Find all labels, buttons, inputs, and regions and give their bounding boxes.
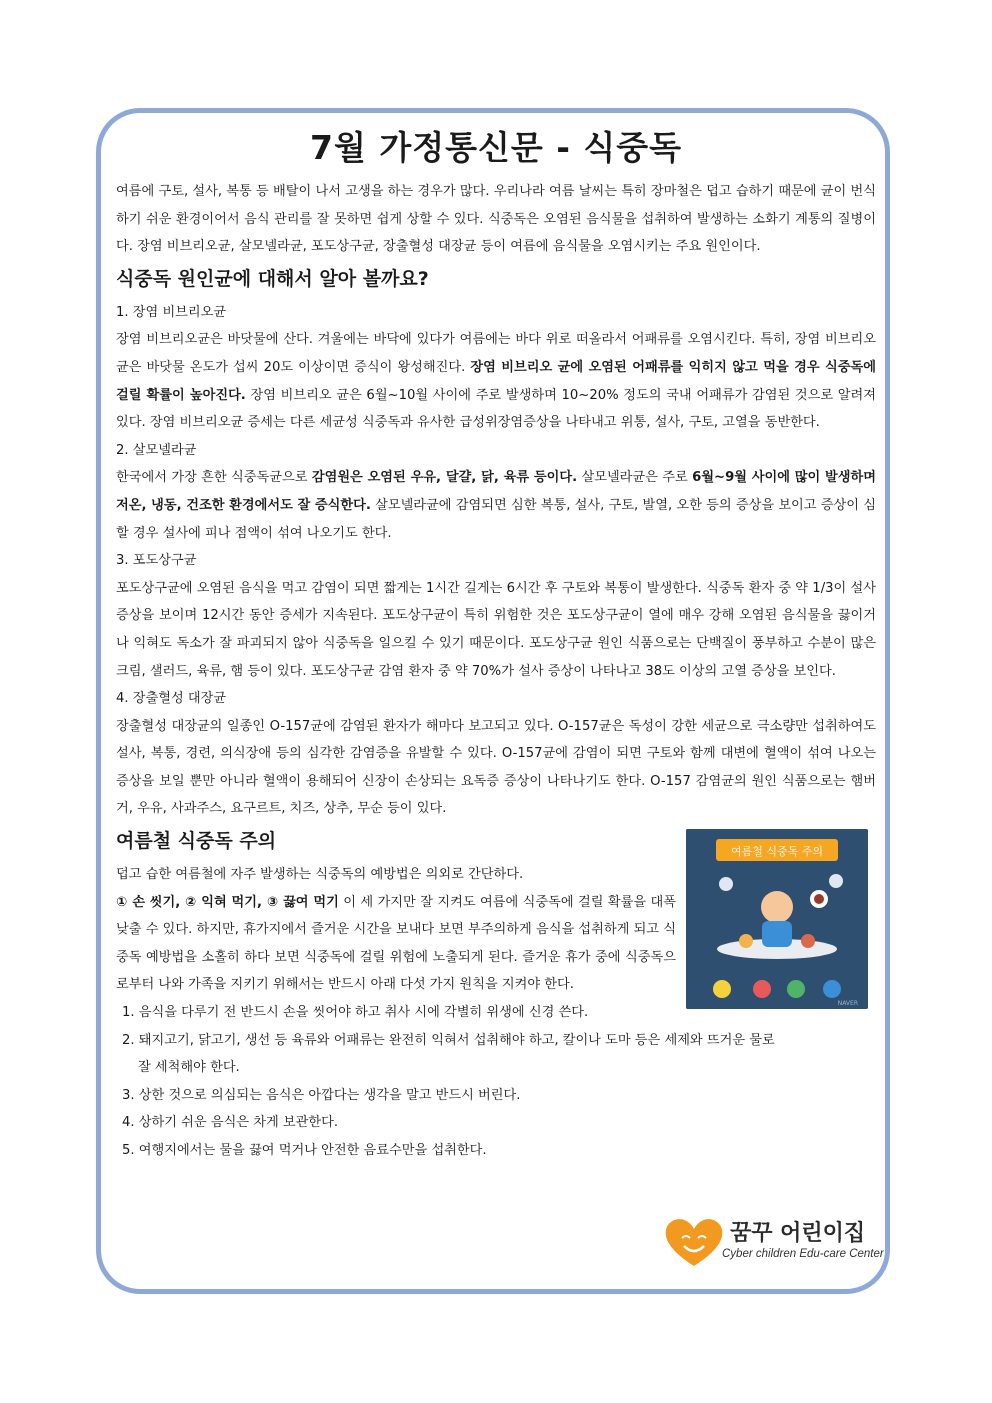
cause-title: 3. 포도상구균 bbox=[116, 553, 197, 569]
cause-title: 4. 장출혈성 대장균 bbox=[116, 691, 227, 707]
daycare-logo bbox=[662, 1210, 884, 1274]
rule-item: 4. 상하기 쉬운 음식은 차게 보관한다. bbox=[122, 1115, 339, 1131]
cause-text-part: 살모넬라균은 주로 bbox=[577, 470, 693, 486]
summer-paragraph bbox=[116, 889, 676, 999]
cause-text bbox=[116, 464, 876, 547]
summer-text bbox=[116, 827, 676, 999]
cause-text: 장출혈성 대장균의 일종인 O-157균에 감염된 환자가 해마다 보고되고 있다. O-157균은 독성이 강한 세균으로 극소량만 섭취하여도 설사, 복통, 경련, 의식장애 등의 심각한 감염증을 유발할 수 있다. O-157균에 감염이 되면 구토와 함께 대변에 혈액이 섞여 나오는 증상을 보일 뿐만 아니라 혈액이 용해되어 신장이 손상되는 요독증 증상이 나타나기도 한다. O-157 감염균의 원인 식품으로는 햄버거, 우유, 사과주스, 요구르트, 치즈, 상추, 무순 등이 있다. bbox=[116, 718, 876, 817]
prevention-keywords: ① 손 씻기, ② 익혀 먹기, ③ 끓여 먹기 bbox=[116, 894, 339, 910]
hand-wash-icon bbox=[713, 980, 731, 998]
cause-item bbox=[116, 299, 876, 437]
cause-title: 1. 장염 비브리오균 bbox=[116, 304, 227, 320]
store-icon bbox=[823, 980, 841, 998]
cause-text-part: 장염 비브리오 균은 6월~10월 사이에 주로 발생하며 10~20% 정도의 국내 어패류가 감염된 것으로 알려져 있다. 장염 비브리오균 증세는 다른 세균성 식중독과 유사한 급성위장염증상을 나타내고 위통, 설사, 구토, 고열을 동반한다. bbox=[116, 387, 876, 431]
section-heading-causes: 식중독 원인균에 대해서 알아 볼까요? bbox=[116, 267, 429, 290]
logo-subtitle: Cyber children Edu-care Center bbox=[722, 1248, 884, 1260]
cause-item bbox=[116, 547, 876, 685]
cause-text-emphasis: 6월~9월 사이에 많이 발생하며 저온, 냉동, 건조한 환경에서도 잘 증식한다. bbox=[116, 470, 876, 513]
heart-logo-icon bbox=[662, 1214, 726, 1270]
child-face-icon bbox=[761, 891, 793, 923]
cause-text-emphasis: 장염 비브리오 균에 오염된 어패류를 익히지 않고 먹을 경우 식중독에 걸릴 확률이 높아진다. bbox=[116, 359, 877, 403]
cause-item bbox=[116, 685, 876, 823]
section-heading-summer: 여름철 식중독 주의 bbox=[116, 830, 277, 853]
summer-paragraph-text: 이 세 가지만 잘 지켜도 여름에 식중독에 걸릴 확률을 대폭 낮출 수 있다. 하지만, 휴가지에서 즐거운 시간을 보내다 보면 부주의하게 음식을 섭취하게 되고 식중독 예방법을 소홀히 하다 보면 식중독에 걸릴 위험에 노출되게 된다. 즐거운 휴가 중에 식중독으로부터 나와 가족을 지키기 위해서는 반드시 아래 다섯 가지 원칙을 지켜야 한다. bbox=[116, 894, 677, 993]
page-title: 7월 가정통신문 - 식중독 bbox=[309, 128, 683, 167]
cause-title: 2. 살모넬라균 bbox=[116, 442, 197, 458]
summer-section bbox=[116, 827, 876, 1008]
newsletter-content bbox=[116, 128, 876, 1165]
rule-item-continuation: 잘 세척해야 한다. bbox=[138, 1060, 240, 1076]
cause-text-part: 장염 비브리오균은 바닷물에 산다. 겨울에는 바닥에 있다가 여름에는 바다 위로 떠올라서 어패류를 오염시킨다. 특히, 장염 비브리오균은 바닷물 온도가 섭씨 20도 이상이면 증식이 왕성해진다. bbox=[116, 332, 876, 375]
cause-text: 포도상구균에 오염된 음식을 먹고 감염이 되면 짧게는 1시간 길게는 6시간 후 구토와 복통이 발생한다. 식중독 환자 중 약 1/3이 설사 증상을 보이며 12시간 동안 증세가 지속된다. 포도상구균이 특히 위험한 것은 포도상구균이 열에 매우 강해 오염된 음식물을 끓이거나 익혀도 독소가 잘 파괴되지 않아 식중독을 일으킬 수 있기 때문이다. 포도상구균 원인 식품으로는 단백질이 풍부하고 수분이 많은 크림, 샐러드, 육류, 햄 등이 있다. 포도상구균 감염 환자 중 약 70%가 설사 증상이 나타나고 38도 이상의 고열 증상을 보인다. bbox=[116, 580, 876, 679]
illustration-banner-text: 여름철 식중독 주의 bbox=[730, 845, 824, 859]
rule-item: 2. 돼지고기, 닭고기, 생선 등 육류와 어패류는 완전히 익혀서 섭취해야 하고, 칼이나 도마 등은 세제와 뜨거운 물로 bbox=[122, 1032, 775, 1048]
food-poisoning-illustration bbox=[686, 829, 868, 1009]
boil-icon bbox=[787, 980, 805, 998]
summer-line: 덥고 습한 여름철에 자주 발생하는 식중독의 예방법은 의외로 간단하다. bbox=[116, 867, 524, 883]
rule-item: 5. 여행지에서는 물을 끓여 먹거나 안전한 음료수만을 섭취한다. bbox=[122, 1143, 487, 1158]
prevention-rules bbox=[116, 999, 876, 1165]
cause-item bbox=[116, 437, 876, 547]
cause-text bbox=[116, 326, 876, 436]
cause-text-part: 살모넬라균에 감염되면 심한 복통, 설사, 구토, 발열, 오한 등의 증상을 보이고 증상이 심할 경우 설사에 피나 점액이 섞여 나오기도 한다. bbox=[116, 497, 876, 541]
logo-name: 꿈꾸 어린이집 bbox=[730, 1221, 866, 1246]
rule-item: 3. 상한 것으로 의심되는 음식은 아깝다는 생각을 말고 반드시 버린다. bbox=[122, 1087, 521, 1103]
cause-text-emphasis: 감염원은 오염된 우유, 달걀, 닭, 육류 등이다. bbox=[311, 470, 578, 486]
illustration-svg bbox=[686, 829, 868, 1009]
rule-item: 1. 음식을 다루기 전 반드시 손을 씻어야 하고 취사 시에 각별히 위생에 신경 쓴다. bbox=[122, 1005, 589, 1021]
cook-icon bbox=[753, 980, 771, 998]
cause-text-part: 한국에서 가장 흔한 식중독균으로 bbox=[116, 470, 312, 486]
intro-paragraph: 여름에 구토, 설사, 복통 등 배탈이 나서 고생을 하는 경우가 많다. 우리나라 여름 날씨는 특히 장마철은 덥고 습하기 때문에 균이 번식하기 쉬운 환경이어서 음식 관리를 잘 못하면 쉽게 상할 수 있다. 식중독은 오염된 음식물을 섭취하여 발생하는 소화기 계통의 질병이다. 장염 비브리오균, 살모넬라균, 포도상구균, 장출혈성 대장균 등이 여름에 음식물을 오염시키는 주요 원인이다. bbox=[116, 184, 876, 255]
illustration-watermark: NAVER bbox=[837, 1000, 858, 1008]
